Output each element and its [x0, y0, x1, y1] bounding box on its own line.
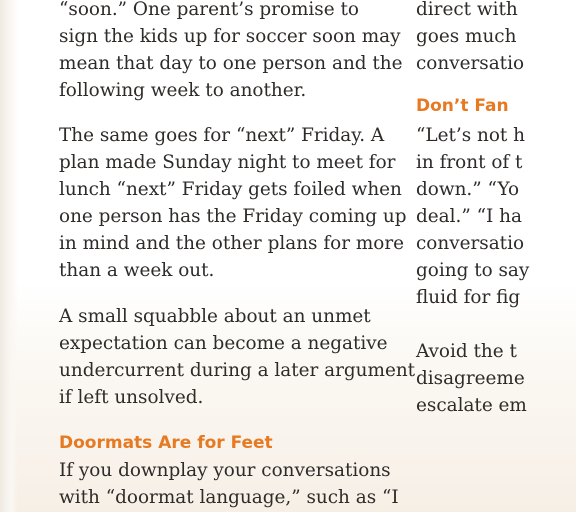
text-line: If you downplay your conversations	[59, 460, 391, 481]
paragraph-next-friday	[59, 122, 407, 284]
text-line: undercurrent during a later argument	[59, 360, 416, 381]
text-line: conversatio	[416, 233, 525, 254]
text-line: sign the kids up for soccer soon may	[59, 26, 401, 47]
text-line: if left unsolved.	[59, 387, 204, 408]
section-heading-dont-fan: Don’t Fan	[416, 96, 509, 116]
text-line: direct with	[416, 0, 518, 20]
text-line: fluid for fig	[416, 287, 521, 308]
text-line: down.” “Yo	[416, 179, 520, 200]
text-line: plan made Sunday night to meet for	[59, 152, 396, 173]
text-line: going to say	[416, 260, 530, 281]
paragraph-lets-not	[416, 122, 529, 311]
text-line: A small squabble about an unmet	[59, 306, 371, 327]
text-line: conversatio	[416, 53, 525, 74]
text-line: goes much	[416, 26, 517, 47]
text-line: mean that day to one person and the	[59, 53, 403, 74]
text-line: disagreeme	[416, 368, 525, 389]
text-line: Avoid the t	[416, 341, 517, 362]
text-line: deal.” “I ha	[416, 206, 522, 227]
page-gutter-shadow	[0, 0, 18, 512]
text-line: “soon.” One parent’s promise to	[59, 0, 359, 20]
paragraph-direct	[416, 0, 524, 77]
text-line: “Let’s not h	[416, 125, 526, 146]
text-line: one person has the Friday coming up	[59, 206, 407, 227]
paragraph-doormat	[59, 457, 399, 511]
paragraph-small-squabble	[59, 303, 415, 411]
text-line: following week to another.	[59, 80, 307, 101]
text-line: than a week out.	[59, 260, 215, 281]
text-line: with “doormat language,” such as “I	[59, 487, 399, 508]
text-line: expectation can become a negative	[59, 333, 388, 354]
text-line: escalate em	[416, 395, 527, 416]
text-line: in mind and the other plans for more	[59, 233, 405, 254]
text-line: lunch “next” Friday gets foiled when	[59, 179, 402, 200]
text-line: in front of t	[416, 152, 523, 173]
section-heading-doormats: Doormats Are for Feet	[59, 433, 273, 453]
paragraph-soon	[59, 0, 403, 104]
text-line: The same goes for “next” Friday. A	[59, 125, 385, 146]
paragraph-avoid	[416, 338, 527, 419]
